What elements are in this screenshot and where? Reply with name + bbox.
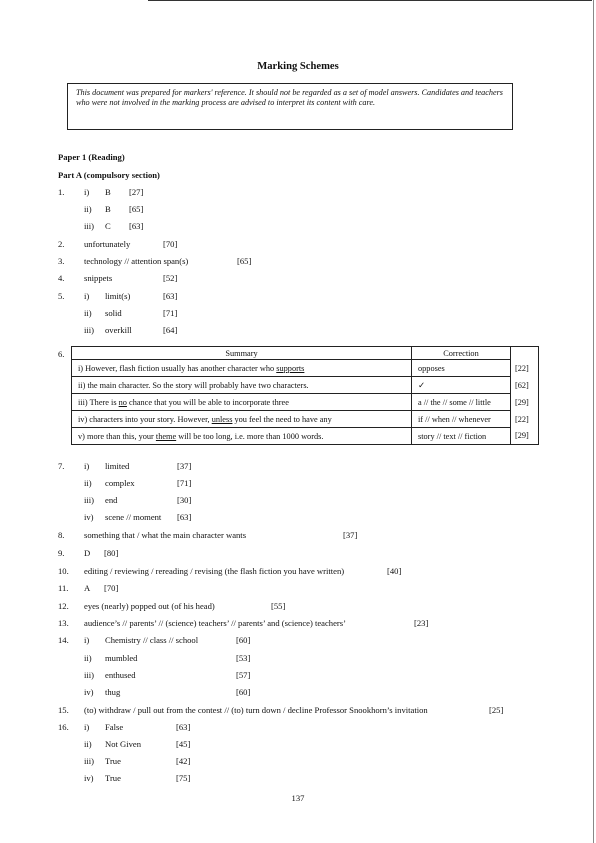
line-ref: [55] (271, 601, 286, 611)
question-number: 15. (58, 705, 69, 715)
table-row (72, 360, 539, 377)
summary-cell: v) more than this, your theme will be too long, i.e. more than 1000 words. (72, 428, 412, 445)
answer: limit(s) (105, 291, 131, 301)
summary-correction-table (71, 346, 539, 445)
page-title: Marking Schemes (257, 61, 339, 72)
answer: complex (105, 478, 135, 488)
question-number: 5. (58, 291, 65, 301)
answer: False (105, 722, 124, 732)
sub-label: iii) (84, 495, 95, 505)
answer: editing / reviewing / rereading / revising (the flash fiction you have written) (84, 566, 345, 576)
answer: D (84, 548, 91, 558)
line-ref: [23] (414, 618, 429, 628)
line-ref: [65] (129, 204, 144, 214)
correction-header: Correction (412, 347, 511, 360)
answer: overkill (105, 325, 132, 335)
line-ref: [65] (237, 256, 252, 266)
sub-label: i) (84, 635, 90, 645)
answer: True (105, 756, 121, 766)
sub-label: ii) (84, 653, 92, 663)
answer: end (105, 495, 118, 505)
line-ref: [30] (177, 495, 192, 505)
line-ref: [37] (343, 530, 358, 540)
sub-label: iv) (84, 512, 94, 522)
answer: limited (105, 461, 130, 471)
sub-label: iii) (84, 325, 95, 335)
sub-label: ii) (84, 739, 92, 749)
sub-label: ii) (84, 308, 92, 318)
answer: Not Given (105, 739, 142, 749)
line-ref: [22] (511, 360, 539, 377)
line-ref: [40] (387, 566, 402, 576)
correction-cell: ✓ (412, 377, 511, 394)
sub-label: iii) (84, 670, 95, 680)
sub-label: i) (84, 461, 90, 471)
sub-label: ii) (84, 204, 92, 214)
sub-label: iv) (84, 773, 94, 783)
line-ref: [25] (489, 705, 504, 715)
answer: B (105, 204, 111, 214)
page-number: 137 (291, 793, 305, 803)
line-ref: [62] (511, 377, 539, 394)
sub-label: i) (84, 187, 90, 197)
answer: C (105, 221, 111, 231)
line-ref: [53] (236, 653, 251, 663)
page-edge-line (593, 0, 594, 843)
table-header-row (72, 347, 539, 360)
answer: eyes (nearly) popped out (of his head) (84, 601, 215, 611)
line-ref: [80] (104, 548, 119, 558)
line-ref: [29] (511, 394, 539, 411)
line-ref: [27] (129, 187, 144, 197)
question-number: 2. (58, 239, 65, 249)
table-row (72, 377, 539, 394)
answer: solid (105, 308, 122, 318)
paper-heading: Paper 1 (Reading) (58, 152, 125, 162)
line-ref: [70] (104, 583, 119, 593)
line-ref: [57] (236, 670, 251, 680)
question-number: 16. (58, 722, 69, 732)
summary-cell: i) However, flash fiction usually has another character who supports (72, 360, 412, 377)
question-number: 10. (58, 566, 69, 576)
question-number: 13. (58, 618, 69, 628)
sub-label: iii) (84, 756, 95, 766)
correction-cell: story // text // fiction (412, 428, 511, 445)
summary-cell: iii) There is no chance that you will be able to incorporate three (72, 394, 412, 411)
question-number: 8. (58, 530, 65, 540)
question-number: 14. (58, 635, 69, 645)
line-ref: [42] (176, 756, 191, 766)
sub-label: ii) (84, 478, 92, 488)
line-ref: [64] (163, 325, 178, 335)
line-ref: [52] (163, 273, 178, 283)
table-row (72, 411, 539, 428)
line-ref: [71] (163, 308, 178, 318)
question-number: 6. (58, 349, 65, 359)
summary-cell: ii) the main character. So the story will probably have two characters. (72, 377, 412, 394)
answer: A (84, 583, 91, 593)
sub-label: iii) (84, 221, 95, 231)
table-row (72, 428, 539, 445)
question-number: 9. (58, 548, 65, 558)
answer: audience’s // parents’ // (science) teachers’ // parents’ and (science) teachers’ (84, 618, 346, 628)
top-border-line (148, 0, 592, 1)
answer: technology // attention span(s) (84, 256, 189, 266)
correction-cell: a // the // some // little (412, 394, 511, 411)
question-number: 7. (58, 461, 65, 471)
answer: (to) withdraw / pull out from the contest // (to) turn down / decline Professor Snookhorn’s invitation (84, 705, 428, 715)
line-ref: [63] (129, 221, 144, 231)
answer: mumbled (105, 653, 138, 663)
line-ref: [45] (176, 739, 191, 749)
line-ref: [22] (511, 411, 539, 428)
line-ref: [63] (177, 512, 192, 522)
question-number: 3. (58, 256, 65, 266)
answer: something that / what the main character wants (84, 530, 247, 540)
answer: scene // moment (105, 512, 162, 522)
line-ref: [70] (163, 239, 178, 249)
answer: True (105, 773, 121, 783)
answer: Chemistry // class // school (105, 635, 199, 645)
answer: enthused (105, 670, 136, 680)
sub-label: i) (84, 291, 90, 301)
summary-cell: iv) characters into your story. However, unless you feel the need to have any (72, 411, 412, 428)
answer: thug (105, 687, 121, 697)
notice-box: This document was prepared for markers' reference. It should not be regarded as a set of model answers. Candidates and teachers who were not involved in the marking process are advised to interpret its content with care. (67, 83, 513, 130)
line-ref: [63] (176, 722, 191, 732)
question-number: 4. (58, 273, 65, 283)
answer: unfortunately (84, 239, 131, 249)
sub-label: iv) (84, 687, 94, 697)
table-row (72, 394, 539, 411)
line-ref: [29] (511, 428, 539, 445)
line-ref: [60] (236, 635, 251, 645)
question-number: 1. (58, 187, 65, 197)
line-ref: [37] (177, 461, 192, 471)
answer: B (105, 187, 111, 197)
correction-cell: opposes (412, 360, 511, 377)
answer: snippets (84, 273, 113, 283)
part-heading: Part A (compulsory section) (58, 170, 160, 180)
line-ref: [71] (177, 478, 192, 488)
line-ref: [63] (163, 291, 178, 301)
question-number: 11. (58, 583, 69, 593)
line-ref: [60] (236, 687, 251, 697)
correction-cell: if // when // whenever (412, 411, 511, 428)
summary-header: Summary (72, 347, 412, 360)
sub-label: i) (84, 722, 90, 732)
line-ref: [75] (176, 773, 191, 783)
question-number: 12. (58, 601, 69, 611)
